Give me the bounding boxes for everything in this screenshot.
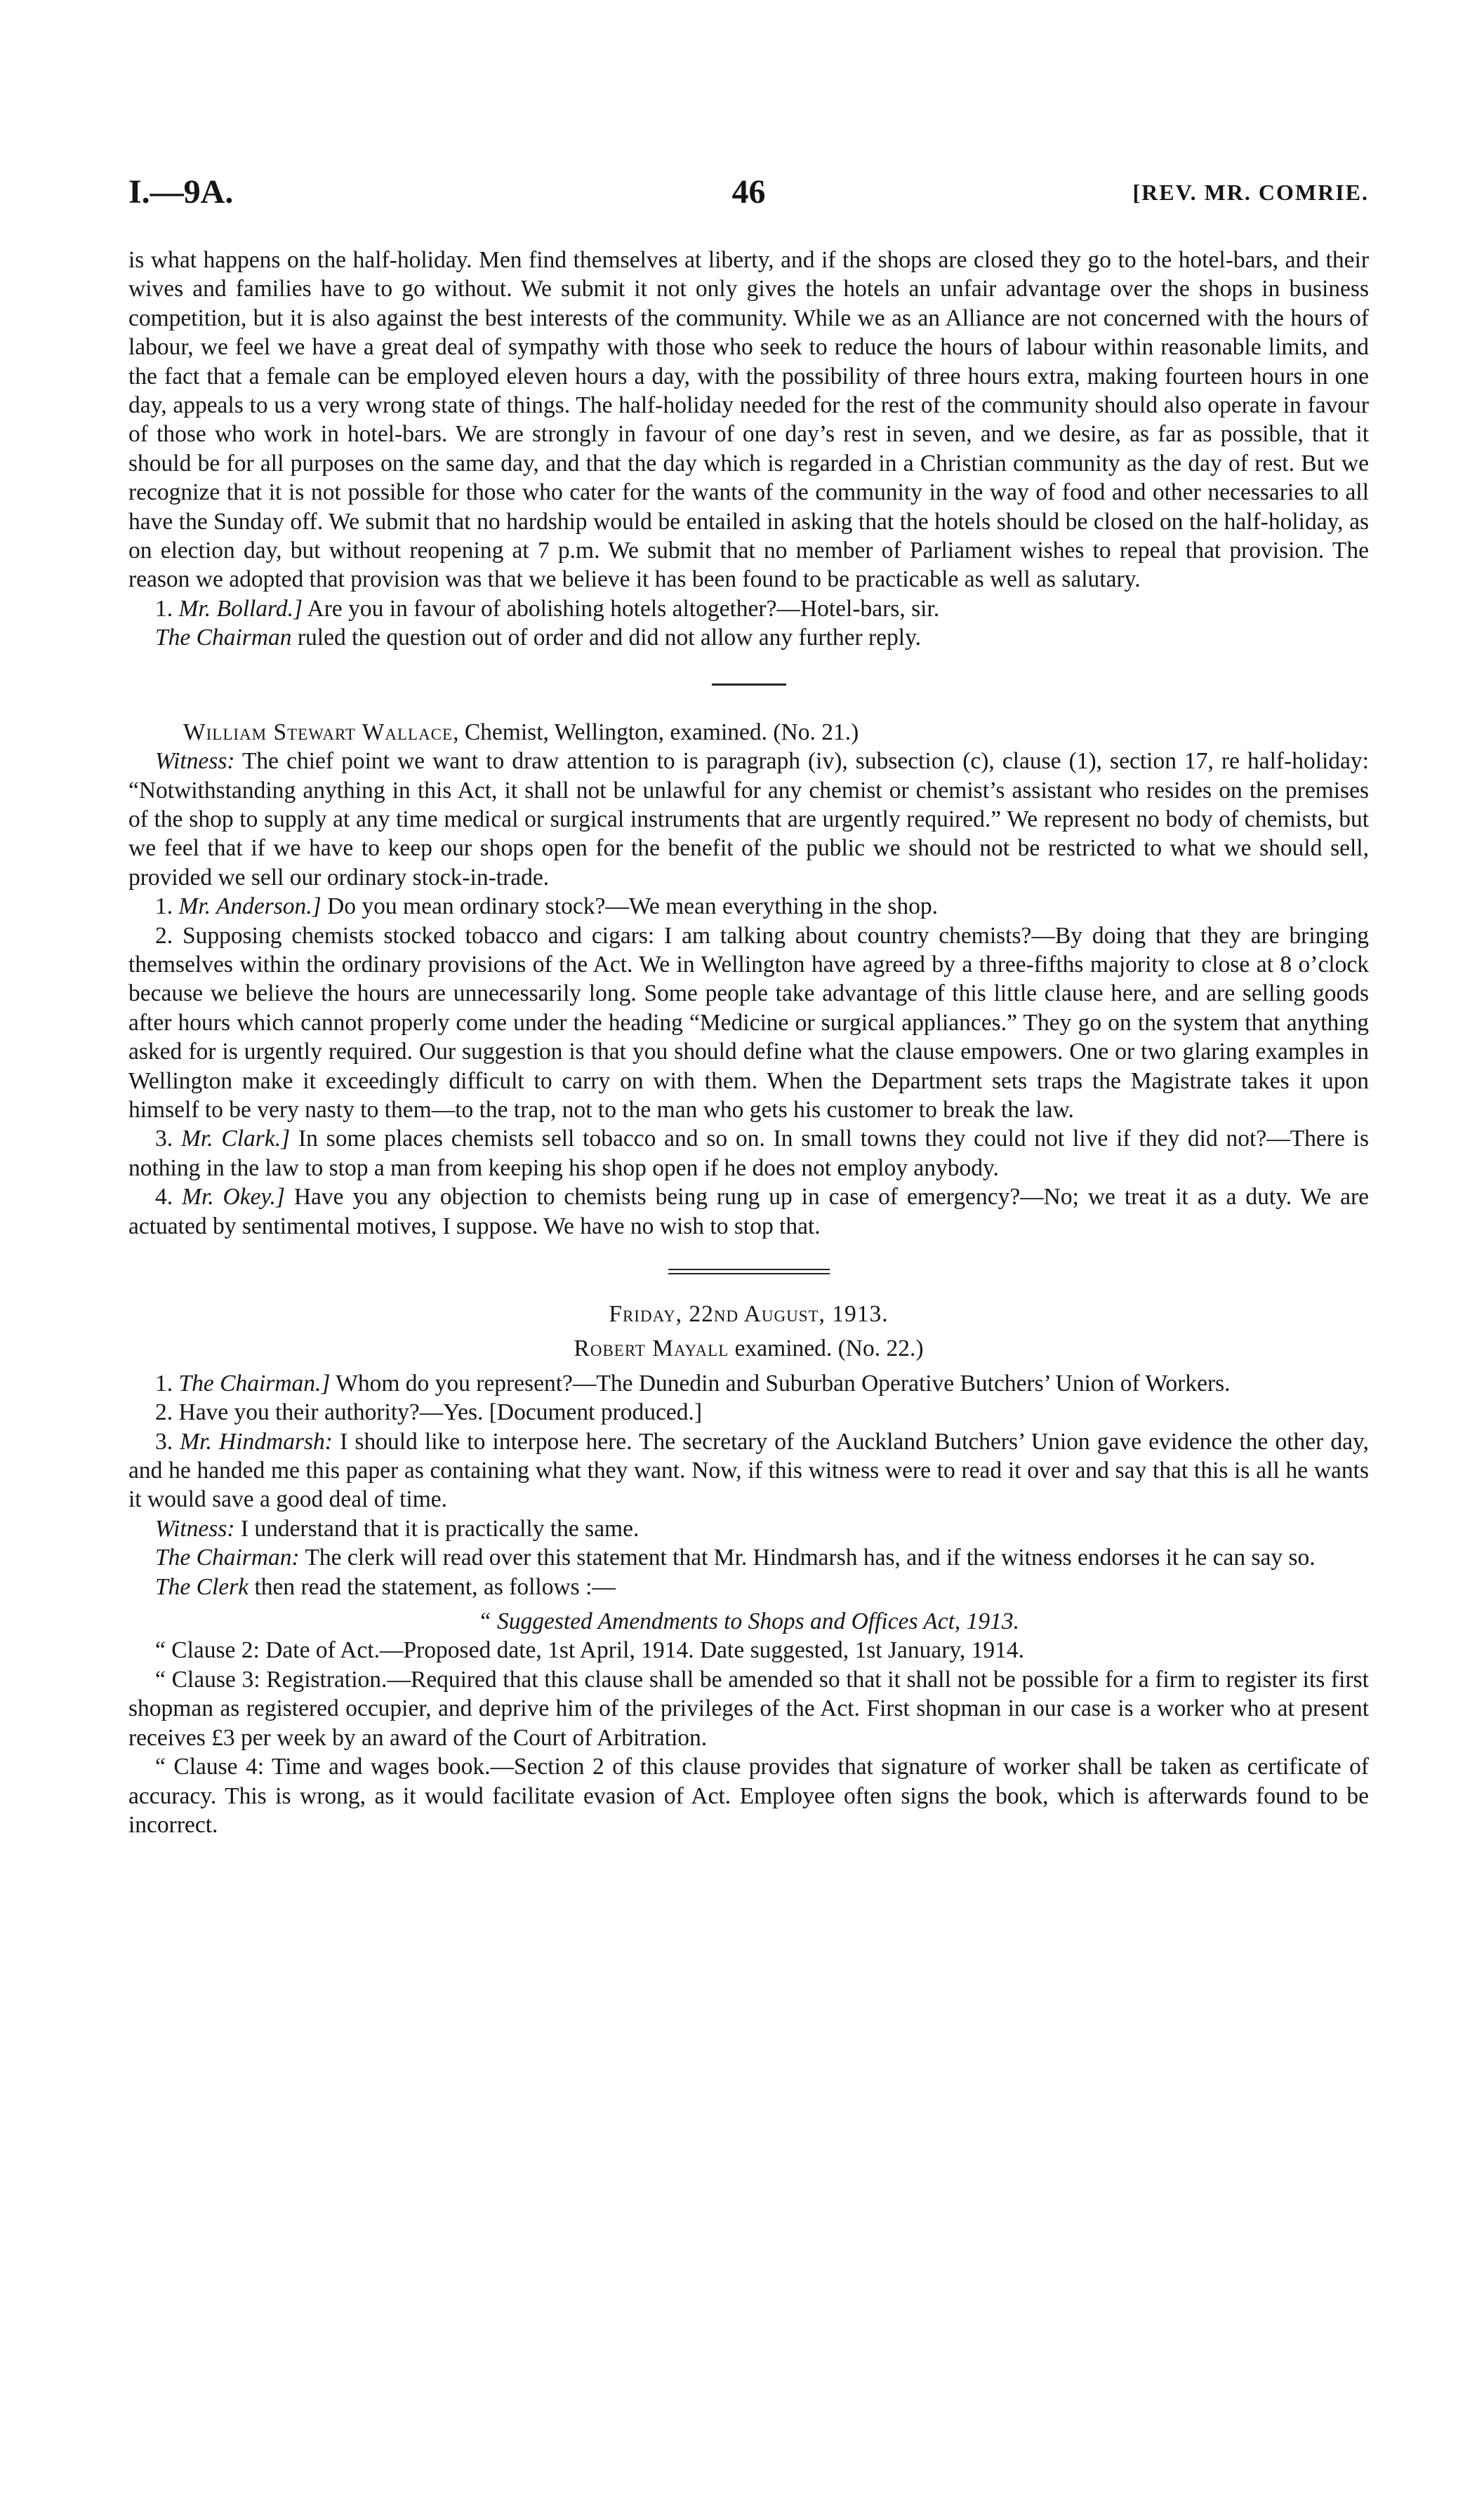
report-reference: I.—9A. bbox=[128, 173, 234, 211]
speaker: Mr. Okey.] bbox=[182, 1184, 285, 1211]
ruling-text: ruled the question out of order and did not allow any further reply. bbox=[297, 625, 922, 651]
statement-text: then read the statement, as follows :— bbox=[254, 1573, 616, 1600]
document-title: “ Suggested Amendments to Shops and Offices Act, 1913. bbox=[477, 1608, 1020, 1635]
question-number: 1. bbox=[155, 1370, 173, 1396]
speaker: Mr. Anderson.] bbox=[178, 893, 322, 920]
running-head: [REV. MR. COMRIE. bbox=[1132, 180, 1369, 205]
question-paragraph bbox=[128, 1182, 1369, 1241]
clause-paragraph: “ Clause 4: Time and wages book.—Section 2 of this clause provides that signature of worker shall be taken as certificate of accuracy. This is wrong, as it would facilitate evasion of Act. Employee often signs the book, which is afterwards found to be incorrect. bbox=[128, 1754, 1369, 1838]
statement-text: The chief point we want to draw attention to is paragraph (iv), subsection (c), clause (1), section 17, re half-holiday: “Notwithstanding anything in this Act, it shall not be unlawful for any chemist or chemist’s assistant who resides on the premises of the shop to supply at any time medical or surgical instruments that are urgently required.” We represent no body of chemists, but we feel that if we have to keep our shops open for the benefit of the public we should not be restricted to what we should sell, provided we sell our ordinary stock-in-trade. bbox=[128, 748, 1369, 891]
speaker: Mr. Bollard.] bbox=[178, 595, 303, 622]
clerk-statement bbox=[128, 1573, 1369, 1601]
question-text: Have you any objection to chemists being rung up in case of emergency?—No; we treat it as a duty. We are actuated by sentimental motives, I suppose. We have no wish to stop that. bbox=[128, 1184, 1370, 1239]
question-paragraph: 2. Supposing chemists stocked tobacco and cigars: I am talking about country chemists?—By doing that they are bringing themselves within the ordinary provisions of the Act. We in Wellington have agreed by a three-fifths majority to close at 8 o’clock because we believe the hours are unnecessarily long. Some people take advantage of this little clause here, and are selling goods after hours which cannot properly come under the heading “Medicine or surgical appliances.” They go on the system that anything asked for is urgently required. Our suggestion is that you should define what the clause empowers. One or two glaring examples in Wellington make it exceedingly difficult to carry on with them. When the Department sets traps the Magistrate takes it upon himself to be very nasty to them—to the trap, not to the man who gets his customer to break the law. bbox=[128, 922, 1369, 1123]
speaker: Witness: bbox=[155, 748, 235, 775]
question-number: 4. bbox=[155, 1184, 173, 1211]
speaker: Mr. Hindmarsh: bbox=[180, 1428, 333, 1455]
statement-text: The clerk will read over this statement that Mr. Hindmarsh has, and if the witness endorses it he can say so. bbox=[305, 1545, 1316, 1571]
paragraph: is what happens on the half-holiday. Men find themselves at liberty, and if the shops are closed they go to the hotel-bars, and their wives and families have to go without. We submit it not only gives the hotels an unfair advantage over the shops in business competition, but it is also against the best interests of the community. While we as an Alliance are not concerned with the hours of labour, we feel we have a great deal of sympathy with those who seek to reduce the hours of labour within reasonable limits, and the fact that a female can be employed eleven hours a day, with the possibility of three hours extra, making fourteen hours in one day, appeals to us a very wrong state of things. The half-holiday needed for the rest of the community should also operate in favour of those who work in hotel-bars. We are strongly in favour of one day’s rest in seven, and we desire, as far as possible, that it should be for all purposes on the same day, and that the day which is regarded in a Christian community as the day of rest. But we recognize that it is not possible for those who cater for the wants of the community in the way of food and other necessaries to all have the Sunday off. We submit that no hardship would be entailed in asking that the hotels should be closed on the half-holiday, as on election day, but without reopening at 7 p.m. We submit that no member of Parliament wishes to repeal that provision. The reason we adopted that provision was that we believe it has been found to be practicable as well as salutary. bbox=[128, 247, 1369, 593]
chairman-statement bbox=[128, 1543, 1369, 1572]
question-paragraph bbox=[128, 1124, 1369, 1182]
speaker: Witness: bbox=[155, 1515, 235, 1542]
witness-heading bbox=[128, 718, 1369, 747]
speaker: The Chairman.] bbox=[178, 1370, 331, 1396]
witness-description: , Chemist, Wellington, examined. (No. 21.) bbox=[453, 719, 859, 745]
page-number: 46 bbox=[731, 173, 766, 211]
speaker: Mr. Clark.] bbox=[180, 1126, 291, 1152]
question-paragraph: 2. Have you their authority?—Yes. [Document produced.] bbox=[155, 1399, 703, 1426]
session-date: Friday, 22nd August, 1913. bbox=[609, 1301, 889, 1327]
chairman-ruling bbox=[128, 623, 1369, 652]
question-text: I should like to interpose here. The secretary of the Auckland Butchers’ Union gave evidence the other day, and he handed me this paper as containing what they want. Now, if this witness were to read it over and say that this is all he wants it would save a good deal of time. bbox=[128, 1428, 1369, 1513]
question-number: 3. bbox=[155, 1126, 173, 1152]
speaker: The Chairman: bbox=[155, 1545, 300, 1571]
witness-heading bbox=[128, 1334, 1369, 1363]
speaker: The Chairman bbox=[155, 625, 292, 651]
question-paragraph bbox=[128, 1369, 1369, 1398]
question-text: In some places chemists sell tobacco and so on. In small towns they could not live if they did not?—There is nothing in the law to stop a man from keeping his shop open if he does not employ anybody. bbox=[128, 1126, 1369, 1181]
witness-description: examined. (No. 22.) bbox=[729, 1335, 924, 1362]
question-text: Do you mean ordinary stock?—We mean everything in the shop. bbox=[327, 893, 939, 920]
document-body bbox=[128, 246, 1369, 1839]
witness-name: Robert Mayall bbox=[574, 1335, 729, 1362]
question-number: 1. bbox=[155, 595, 173, 622]
question-paragraph bbox=[128, 594, 1369, 623]
question-paragraph bbox=[128, 1427, 1369, 1514]
clause-paragraph: “ Clause 2: Date of Act.—Proposed date, 1st April, 1914. Date suggested, 1st January, 1914. bbox=[155, 1637, 1025, 1664]
page-header bbox=[128, 173, 1369, 215]
double-rule-divider bbox=[668, 1269, 830, 1274]
question-number: 1. bbox=[155, 893, 173, 920]
statement-text: I understand that it is practically the same. bbox=[240, 1515, 640, 1542]
question-number: 3. bbox=[155, 1428, 173, 1455]
question-text: Are you in favour of abolishing hotels altogether?—Hotel-bars, sir. bbox=[307, 595, 940, 622]
clause-paragraph: “ Clause 3: Registration.—Required that this clause shall be amended so that it shall not be possible for a firm to register its first shopman as registered occupier, and deprive him of the privileges of the Act. First shopman in our case is a worker who at present receives £3 per week by an award of the Court of Arbitration. bbox=[128, 1666, 1369, 1751]
witness-statement bbox=[128, 1514, 1369, 1543]
question-paragraph bbox=[128, 892, 1369, 921]
section-divider bbox=[712, 684, 786, 686]
witness-statement bbox=[128, 747, 1369, 892]
question-text: Whom do you represent?—The Dunedin and Suburban Operative Butchers’ Union of Workers. bbox=[336, 1370, 1231, 1396]
witness-name: William Stewart Wallace bbox=[183, 719, 453, 745]
speaker: The Clerk bbox=[155, 1573, 249, 1600]
